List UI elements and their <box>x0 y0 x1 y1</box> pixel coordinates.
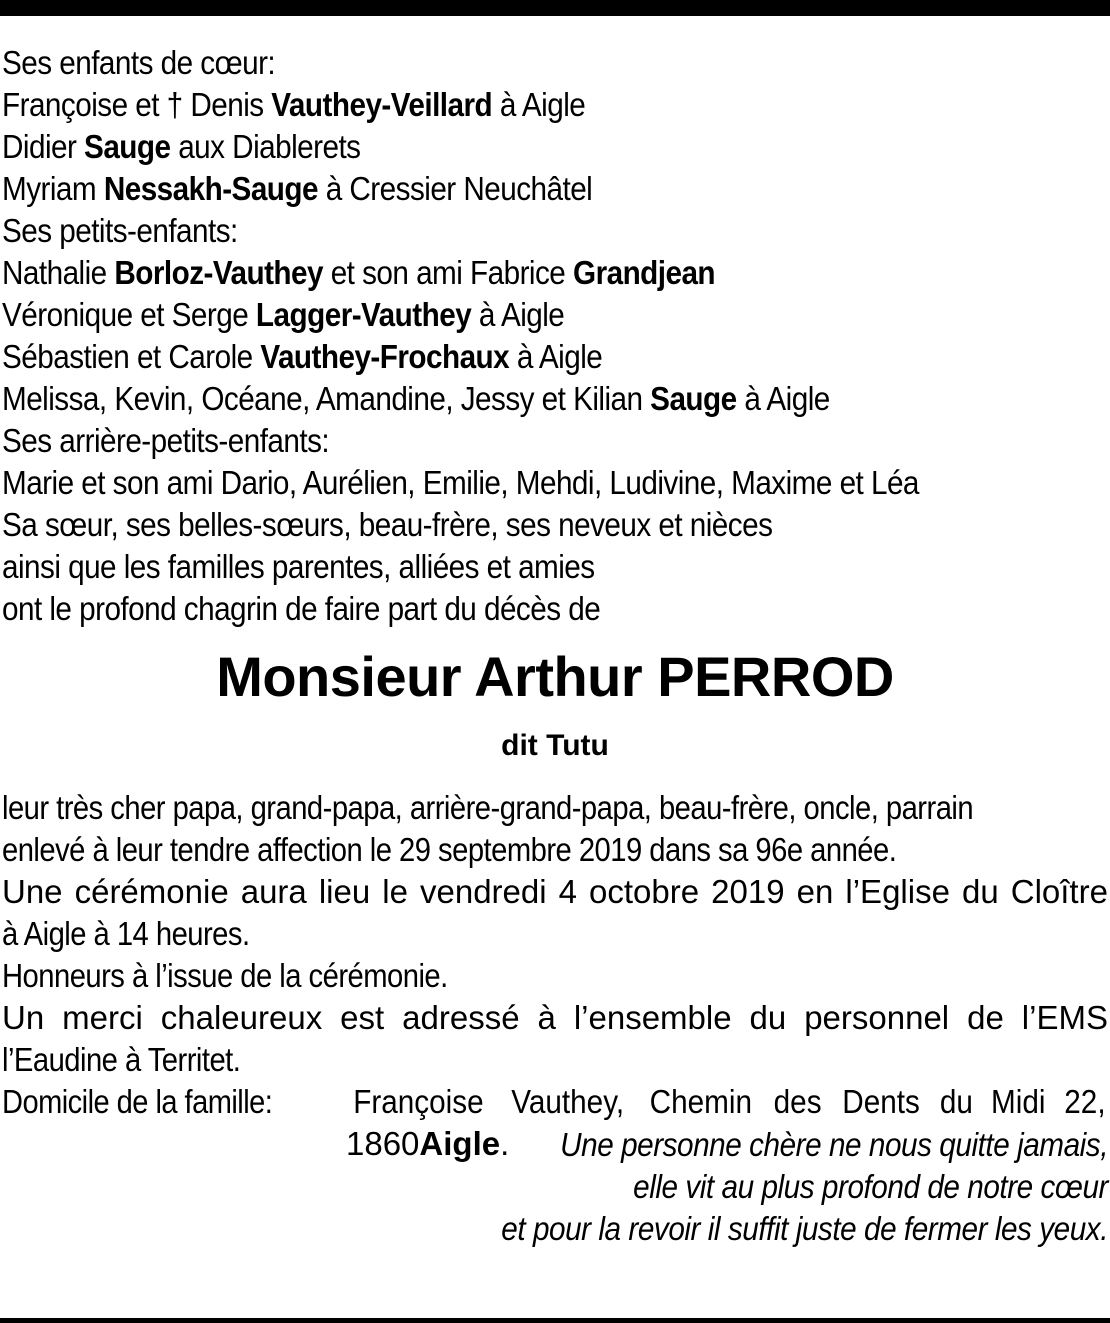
body-line: à Aigle à 14 heures. <box>2 915 250 952</box>
word: à <box>537 999 556 1036</box>
word: des <box>773 1083 822 1120</box>
word: cérémonie <box>74 873 229 910</box>
word: du <box>961 873 999 910</box>
family-text: Nathalie <box>2 254 115 291</box>
family-text: à Aigle <box>492 86 586 123</box>
body-line-justified <box>2 871 1108 913</box>
family-line <box>2 336 997 378</box>
family-text: Myriam <box>2 170 104 207</box>
body-line: Honneurs à l’issue de la cérémonie. <box>2 957 448 994</box>
word: l’EMS <box>1021 999 1108 1036</box>
closing-quote <box>0 1124 1108 1250</box>
word: Une <box>2 873 63 910</box>
word: l’Eglise <box>845 873 950 910</box>
word: l’ensemble <box>573 999 732 1036</box>
family-surname: Sauge <box>650 380 737 417</box>
family-surname: Nessakh-Sauge <box>103 170 318 207</box>
family-text: et son ami Fabrice <box>322 254 574 291</box>
family-text: aux Diablerets <box>170 128 361 165</box>
family-line <box>2 210 997 252</box>
family-line <box>2 42 997 84</box>
word: du <box>749 999 787 1036</box>
word: 22, <box>1064 1083 1106 1120</box>
word: est <box>340 999 385 1036</box>
family-line <box>2 588 997 630</box>
bottom-rule <box>0 1318 1110 1323</box>
family-line <box>2 252 997 294</box>
word: merci <box>62 999 143 1036</box>
word: en <box>796 873 834 910</box>
domicile-city: Aigle <box>419 1125 501 1162</box>
top-rule <box>0 0 1110 16</box>
family-list <box>2 42 1108 630</box>
word: Midi <box>990 1083 1046 1120</box>
family-text: Ses petits-enfants: <box>2 212 238 249</box>
family-line <box>2 420 997 462</box>
word: aura <box>240 873 307 910</box>
family-text: Ses arrière-petits-enfants: <box>2 422 330 459</box>
deceased-nickname: dit Tutu <box>501 729 609 762</box>
word: Vauthey, <box>510 1083 624 1120</box>
family-text: ainsi que les familles parentes, alliées et amies <box>2 548 595 585</box>
family-surname: Vauthey-Frochaux <box>260 338 510 375</box>
family-text: à Aigle <box>471 296 565 333</box>
family-surname: Sauge <box>84 128 171 165</box>
word: Cloître <box>1010 873 1108 910</box>
family-line <box>2 462 997 504</box>
announcement-body <box>2 787 1108 1165</box>
family-text: ont le profond chagrin de faire part du décès de <box>2 590 601 627</box>
family-text: Françoise et † Denis <box>2 86 272 123</box>
family-text: Véronique et Serge <box>2 296 256 333</box>
word: 2019 <box>711 873 785 910</box>
domicile-postcode: 1860 <box>346 1125 420 1162</box>
word: personnel <box>804 999 950 1036</box>
family-text: à Aigle <box>736 380 830 417</box>
family-line <box>2 168 997 210</box>
quote-line: et pour la revoir il suffit juste de fermer les yeux. <box>501 1210 1108 1247</box>
word: de <box>967 999 1004 1036</box>
family-surname: Grandjean <box>573 254 716 291</box>
family-surname: Borloz-Vauthey <box>114 254 323 291</box>
word: 4 <box>558 873 577 910</box>
word: Un <box>2 999 45 1036</box>
domicile-end: . <box>500 1125 510 1162</box>
family-line <box>2 504 997 546</box>
quote-line: Une personne chère ne nous quitte jamais, <box>560 1126 1108 1163</box>
family-text: Ses enfants de cœur: <box>2 44 276 81</box>
quote-line: elle vit au plus profond de notre cœur <box>633 1168 1108 1205</box>
word: Dents <box>842 1083 920 1120</box>
word: lieu <box>318 873 371 910</box>
body-line: enlevé à leur tendre affection le 29 septembre 2019 dans sa 96e année. <box>2 831 897 868</box>
domicile-label: Domicile de la famille: <box>2 1083 273 1120</box>
word: octobre <box>589 873 700 910</box>
family-text: Melissa, Kevin, Océane, Amandine, Jessy et Kilian <box>2 380 651 417</box>
word: le <box>382 873 408 910</box>
family-text: à Cressier Neuchâtel <box>317 170 593 207</box>
word: Chemin <box>649 1083 752 1120</box>
family-line <box>2 84 997 126</box>
word: du <box>939 1083 973 1120</box>
family-line <box>2 546 997 588</box>
family-surname: Vauthey-Veillard <box>271 86 493 123</box>
word: chaleureux <box>160 999 323 1036</box>
family-text: Marie et son ami Dario, Aurélien, Emilie, Mehdi, Ludivine, Maxime et Léa <box>2 464 919 501</box>
family-surname: Lagger-Vauthey <box>255 296 472 333</box>
family-text: Sa sœur, ses belles-sœurs, beau-frère, ses neveux et nièces <box>2 506 773 543</box>
family-line <box>2 126 997 168</box>
body-line: l’Eaudine à Territet. <box>2 1041 241 1078</box>
body-line-justified <box>2 997 1108 1039</box>
word: adressé <box>402 999 520 1036</box>
word: Françoise <box>353 1083 484 1120</box>
family-text: Didier <box>2 128 85 165</box>
family-text: Sébastien et Carole <box>2 338 261 375</box>
family-line <box>2 294 997 336</box>
body-line: leur très cher papa, grand-papa, arrière-grand-papa, beau-frère, oncle, parrain <box>2 789 974 826</box>
deceased-name: Monsieur Arthur PERROD <box>216 645 894 708</box>
domicile-address-line1 <box>346 1081 1108 1123</box>
word: vendredi <box>419 873 547 910</box>
family-text: à Aigle <box>509 338 603 375</box>
family-line <box>2 378 997 420</box>
